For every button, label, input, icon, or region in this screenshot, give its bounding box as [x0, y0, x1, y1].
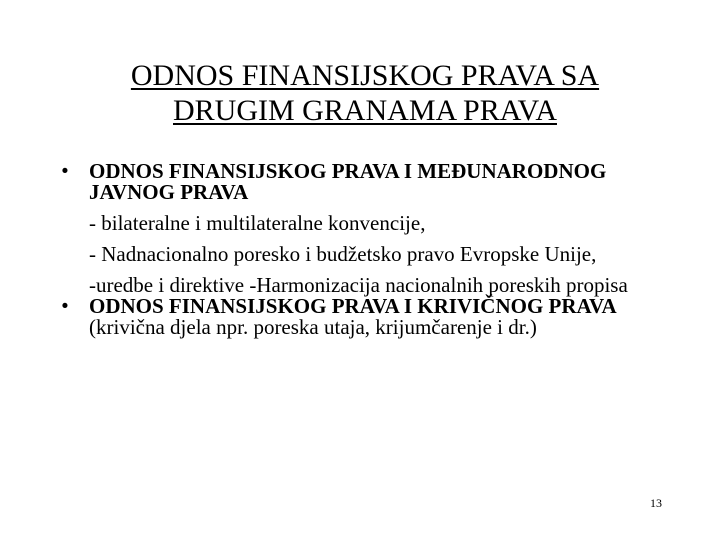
bullet-item-criminal-law: [56, 296, 686, 338]
bullet-line-regulations: -uredbe i direktive -Harmonizacija nacionalnih poreskih propisa: [89, 273, 628, 297]
bullet-icon: •: [61, 296, 69, 317]
page-number: 13: [650, 496, 662, 510]
bullet-line-conventions: - bilateralne i multilateralne konvencije,: [89, 211, 426, 235]
bullet-tail-criminal-law: (krivična djela npr. poreska utaja, krijumčarenje i dr.): [89, 315, 537, 339]
slide-content: [56, 161, 686, 338]
bullet-heading-international-law: ODNOS FINANSIJSKOG PRAVA I MEĐUNARODNOG JAVNOG PRAVA: [89, 159, 607, 204]
slide-title-line-2: DRUGIM GRANAMA PRAVA: [173, 94, 557, 127]
bullet-icon: •: [61, 161, 69, 182]
bullet-heading-criminal-law: ODNOS FINANSIJSKOG PRAVA I KRIVIČNOG PRAVA: [89, 294, 617, 318]
slide-title: [60, 58, 670, 128]
bullet-item-international-law: [56, 161, 686, 296]
slide-title-line-1: ODNOS FINANSIJSKOG PRAVA SA: [130, 59, 600, 92]
bullet-line-eu-law: - Nadnacionalno poresko i budžetsko pravo Evropske Unije,: [89, 242, 597, 266]
